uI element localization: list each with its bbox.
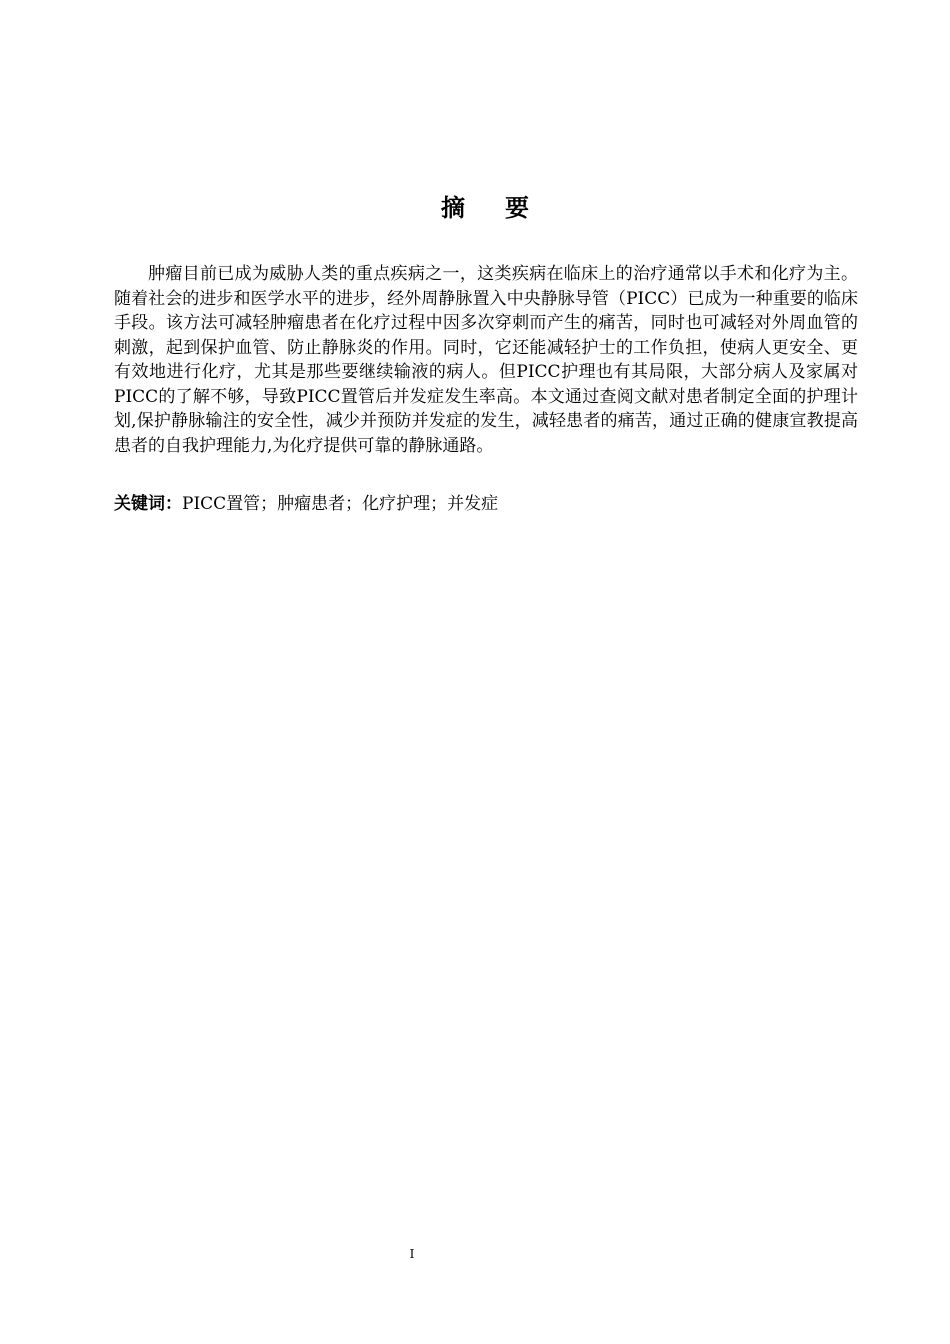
keywords-line [114,492,858,516]
keywords-label: 关键词： [114,494,182,514]
keywords-text: PICC置管；肿瘤患者；化疗护理；并发症 [182,494,499,514]
abstract-body: 肿瘤目前已成为威胁人类的重点疾病之一，这类疾病在临床上的治疗通常以手术和化疗为主。随着社会的进步和医学水平的进步，经外周静脉置入中央静脉导管（PICC）已成为一种重要的临床手段。该方法可减轻肿瘤患者在化疗过程中因多次穿刺而产生的痛苦，同时也可减轻对外周血管的刺激，起到保护血管、防止静脉炎的作用。同时，它还能减轻护士的工作负担，使病人更安全、更有效地进行化疗，尤其是那些要继续输液的病人。但PICC护理也有其局限，大部分病人及家属对 PICC的了解不够，导致PICC置管后并发症发生率高。本文通过查阅文献对患者制定全面的护理计划,保护静脉输注的安全性，减少并预防并发症的发生，减轻患者的痛苦，通过正确的健康宣教提高患者的自我护理能力,为化疗提供可靠的静脉通路。 [114,264,858,456]
abstract-title: 摘要 [441,194,569,222]
page-number: I [409,1247,415,1261]
